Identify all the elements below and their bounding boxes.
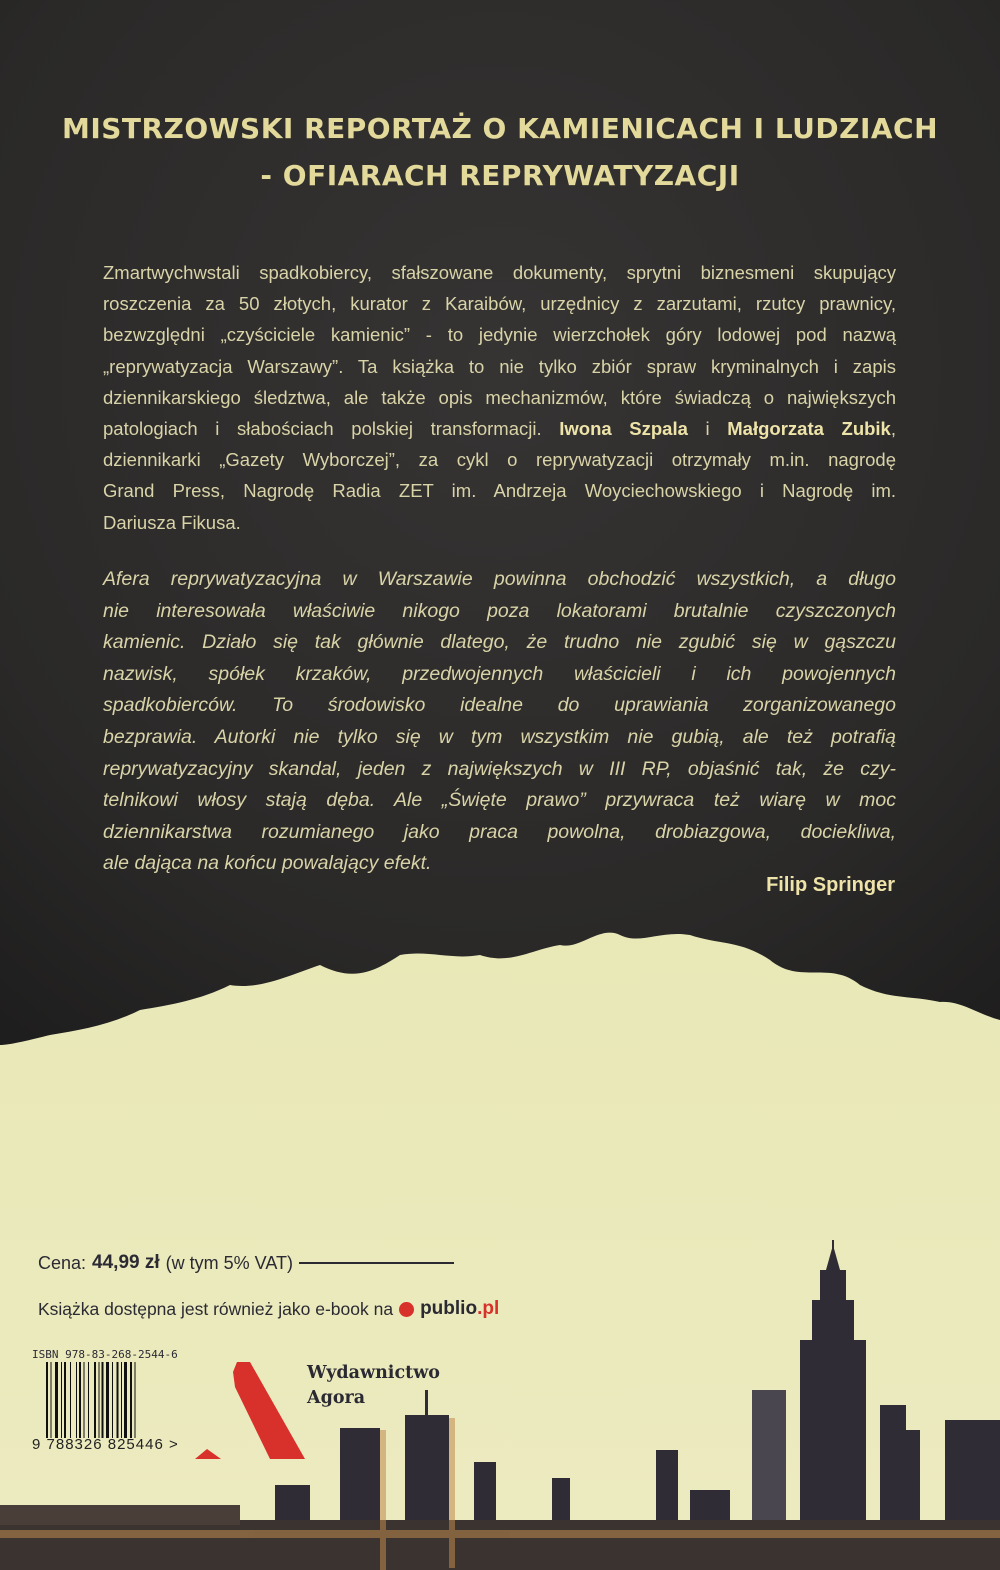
- blurb-line-authors: [103, 413, 896, 444]
- price-line: [38, 1252, 454, 1274]
- ebook-notice: [38, 1298, 499, 1320]
- blurb-paragraph: [103, 257, 896, 538]
- headline-line-2: - OFIARACH REPRYWATYZACJI: [260, 159, 740, 192]
- barcode: [46, 1362, 166, 1438]
- quote-line: nazwisk, spółek krzaków, przedwojennych właścicieli i ich powojennych: [103, 662, 896, 685]
- author-name: Iwona Szpala: [559, 417, 688, 439]
- blurb-line: dziennikarki „Gazety Wyborczej”, za cykl o reprywatyzacji otrzymały m.in. nagrodę: [103, 449, 896, 471]
- quote-line: telnikowi włosy stają dęba. Ale „Święte prawo” przywraca też wiarę w moc: [103, 789, 896, 812]
- quote-line: kamienic. Działo się tak głównie dlatego, że trudno nie zgubić się w gąszczu: [103, 631, 896, 654]
- blurb-line: roszczenia za 50 złotych, kurator z Karaibów, urzędnicy z zarzutami, rzutcy prawnicy,: [103, 293, 896, 315]
- quote-line: nie interesowała właściwie nikogo poza lokatorami brutalnie czyszczonych: [103, 599, 896, 622]
- quote-paragraph: [103, 564, 896, 880]
- quote-line: reprywatyzacyjny skandal, jeden z największych w III RP, objaśnić tak, że czy-: [103, 757, 896, 780]
- price-rule: [299, 1262, 454, 1264]
- quote-line: bezprawia. Autorki nie tylko się w tym wszystkim nie gubią, ale też potrafią: [103, 725, 896, 748]
- barcode-number: 9 788326 825446 >: [32, 1436, 179, 1453]
- quote-line: dziennikarstwa rozumianego jako praca powolna, drobiazgowa, dociekliwa,: [103, 820, 896, 843]
- publisher-name: [307, 1361, 440, 1411]
- blurb-line: Dariusza Fikusa.: [103, 511, 241, 533]
- blurb-line: bezwzględni „czyściciele kamienic” - to jedynie wierzchołek góry lodowej pod nazwą: [103, 324, 896, 346]
- blurb-line: Zmartwychwstali spadkobiercy, sfałszowane dokumenty, sprytni biznesmeni skupujący: [103, 262, 896, 283]
- price-label: Cena:: [38, 1252, 87, 1273]
- ebook-text: Książka dostępna jest również jako e-book na: [38, 1298, 394, 1319]
- price-amount: 44,99 zł: [92, 1252, 160, 1273]
- publio-link[interactable]: [420, 1298, 499, 1320]
- blurb-line: dziennikarskiego śledztwa, ale także opis mechanizmów, które świadczą o największych: [103, 386, 896, 408]
- agora-logo-icon: [195, 1362, 310, 1462]
- blurb-text: ,: [890, 417, 896, 439]
- quote-line: Afera reprywatyzacyjna w Warszawie powinna obchodzić wszystkich, a długo: [103, 568, 896, 590]
- headline-line-1: MISTRZOWSKI REPORTAŻ O KAMIENICACH I LUDZIACH: [61, 112, 939, 145]
- publio-tld: .pl: [477, 1298, 500, 1319]
- quote-line: ale dająca na końcu powalający efekt.: [103, 852, 432, 875]
- quote-line: spadkobierców. To środowisko idealne do uprawiania zorganizowanego: [103, 694, 896, 717]
- publio-name: publio: [420, 1298, 478, 1319]
- isbn: ISBN 978-83-268-2544-6: [32, 1348, 178, 1361]
- quote-author: Filip Springer: [766, 874, 895, 896]
- blurb-text: i: [687, 417, 728, 439]
- blurb-text: patologiach i słabościach polskiej transformacji.: [103, 417, 560, 439]
- blurb-line: Grand Press, Nagrodę Radia ZET im. Andrzeja Woyciechowskiego i Nagrodę im.: [103, 480, 896, 502]
- publisher-line: Agora: [307, 1388, 366, 1408]
- author-name: Małgorzata Zubik: [727, 417, 891, 439]
- publio-logo-icon: [399, 1302, 414, 1317]
- blurb-line: „reprywatyzacja Warszawy”. Ta książka to nie tylko zbiór spraw kryminalnych i zapis: [103, 355, 896, 377]
- price-vat: (w tym 5% VAT): [165, 1252, 293, 1273]
- publisher-line: Wydawnictwo: [307, 1363, 440, 1383]
